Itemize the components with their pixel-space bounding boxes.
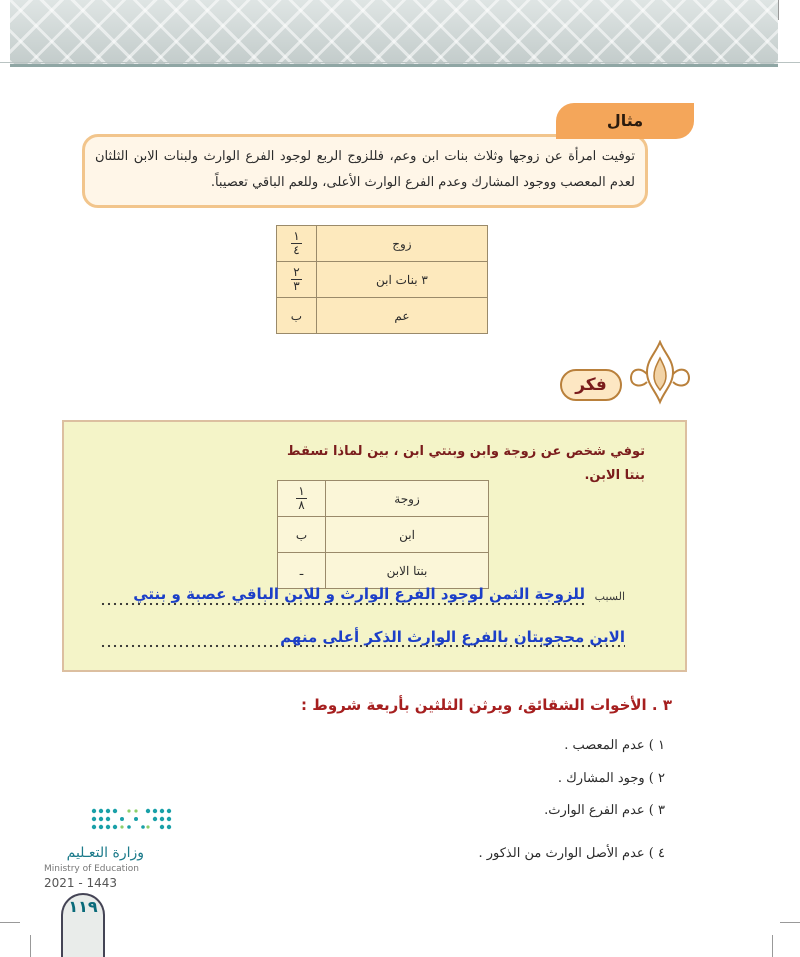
think-question: توفي شخص عن زوجة وابن وبنتي ابن ، بين لماذا تسقط بنتا الابن. xyxy=(287,444,645,483)
inheritance-table-think xyxy=(277,480,489,589)
crop-mark xyxy=(30,935,31,957)
fraction xyxy=(291,266,301,293)
share-cell: ب xyxy=(278,517,326,553)
table-row xyxy=(278,481,489,517)
handwritten-answer-line-2[interactable]: الابن محجوبتان بالفرع الوارث الذكر أعلى منهم xyxy=(100,622,625,652)
heir-cell: ٣ بنات ابن xyxy=(316,262,487,298)
heir-cell: بنتا الابن xyxy=(326,553,489,589)
ornamental-header-banner xyxy=(10,0,778,67)
share-cell xyxy=(277,226,317,262)
ministry-logo-icon xyxy=(86,805,178,835)
share-cell xyxy=(278,481,326,517)
heir-cell: ابن xyxy=(326,517,489,553)
crop-mark xyxy=(0,922,20,923)
crop-mark xyxy=(772,935,773,957)
fraction-numerator: ١ xyxy=(298,484,305,498)
example-text: توفيت امرأة عن زوجها وثلاث بنات ابن وعم، فللزوج الربع لوجود الفرع الوارث ولبنات الابن الثلثان لعدم المعصب ووجود المشارك وعدم الفرع الوارث الأعلى، وللعم الباقي تعصيباً. xyxy=(95,149,635,190)
table-row xyxy=(277,298,488,334)
ministry-name-arabic: وزارة التعـليم xyxy=(66,845,144,861)
table-row xyxy=(277,226,488,262)
condition-item: ٢ ) وجود المشارك . xyxy=(557,771,665,786)
example-title: مثال xyxy=(606,111,644,130)
share-cell: ـ xyxy=(278,553,326,589)
condition-item: ١ ) عدم المعصب . xyxy=(564,738,665,753)
fraction-denominator: ٤ xyxy=(293,243,300,257)
condition-item: ٤ ) عدم الأصل الوارث من الذكور . xyxy=(478,846,665,861)
crop-mark xyxy=(780,922,800,923)
handwritten-answer-line-1[interactable]: للزوجة الثمن لوجود الفرع الوارث و للابن الباقي عصبة و بنتي xyxy=(100,578,585,610)
fraction-denominator: ٣ xyxy=(293,279,300,293)
heir-cell: زوج xyxy=(316,226,487,262)
page-number: ١١٩ xyxy=(68,897,98,916)
inheritance-table-example xyxy=(276,225,488,334)
heir-cell: زوجة xyxy=(326,481,489,517)
floral-ornament-icon xyxy=(625,340,695,406)
table-row xyxy=(278,517,489,553)
share-cell xyxy=(277,262,317,298)
table-row xyxy=(277,262,488,298)
fraction xyxy=(296,485,306,512)
fraction-numerator: ١ xyxy=(293,229,300,243)
section-heading: ٣ . الأخوات الشقائق، ويرثن الثلثين بأربعة شروط : xyxy=(301,696,672,714)
heir-cell: عم xyxy=(316,298,487,334)
fraction xyxy=(291,230,301,257)
condition-item: ٣ ) عدم الفرع الوارث. xyxy=(544,803,665,818)
header-divider xyxy=(0,62,800,63)
fraction-numerator: ٢ xyxy=(293,265,300,279)
crop-mark xyxy=(778,0,779,20)
edition-year: 2021 - 1443 xyxy=(44,876,118,890)
reason-label: السبب xyxy=(594,590,625,603)
fraction-denominator: ٨ xyxy=(298,498,305,512)
share-cell: ب xyxy=(277,298,317,334)
think-title: فكر xyxy=(575,375,607,395)
ministry-name-english: Ministry of Education xyxy=(44,864,139,874)
